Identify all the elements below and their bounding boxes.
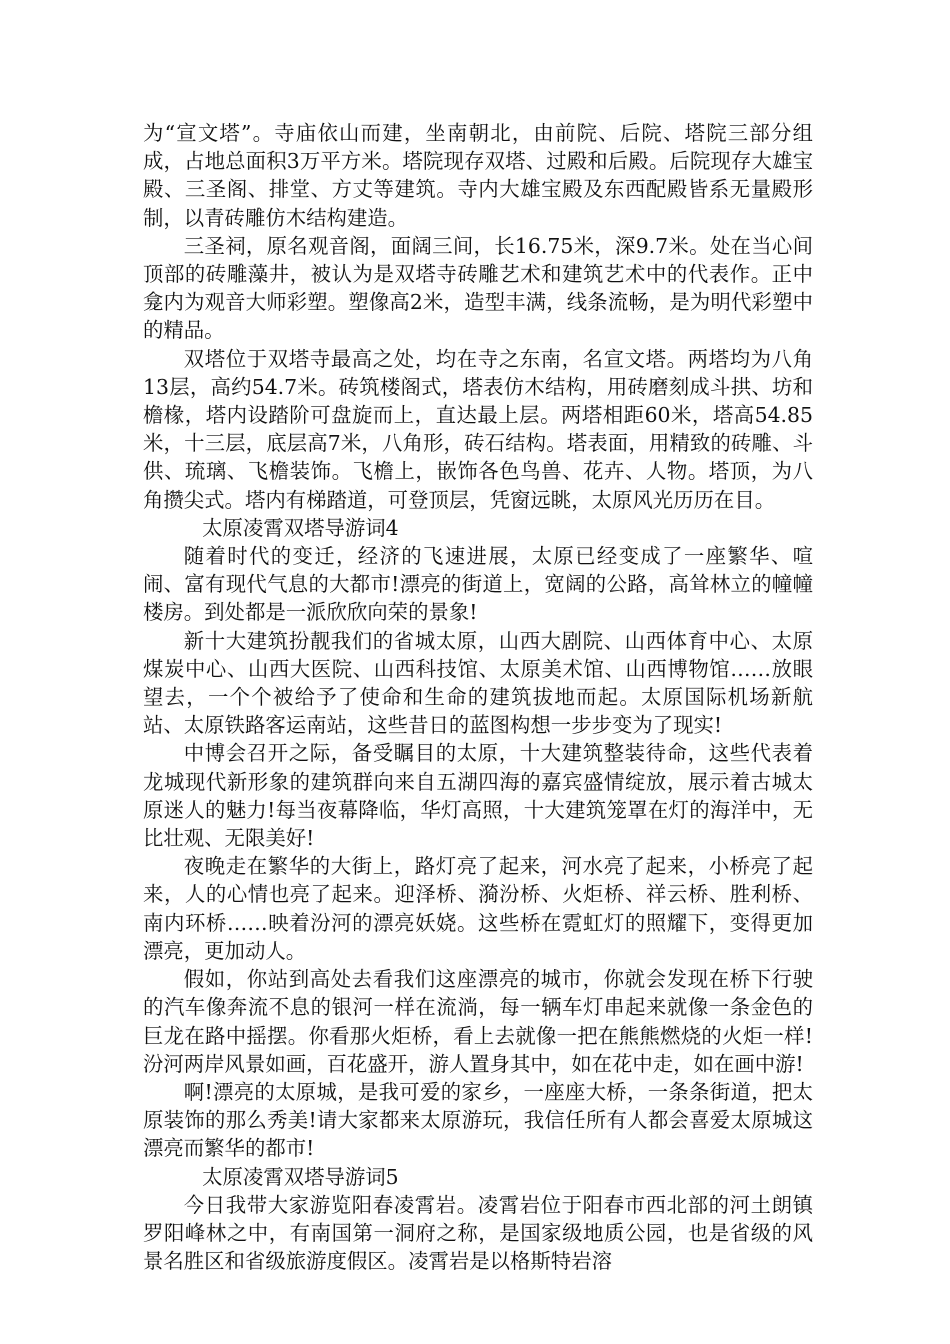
paragraph-lingxiao-cave: 今日我带大家游览阳春凌霄岩。凌霄岩位于阳春市西北部的河土朗镇罗阳峰林之中，有南国第一洞府之称，是国家级地质公园，也是省级的风景名胜区和省级旅游度假区。凌霄岩是以格斯特岩溶 xyxy=(143,1192,813,1274)
paragraph-expo: 中博会召开之际，备受瞩目的太原，十大建筑整装待命，这些代表着龙城现代新形象的建筑群向来自五湖四海的嘉宾盛情绽放，展示着古城太原迷人的魅力!每当夜幕降临，华灯高照，十大建筑笼罩在灯的海洋中，无比壮观、无限美好! xyxy=(143,741,813,851)
paragraph-continuation: 为“宣文塔”。寺庙依山而建，坐南朝北，由前院、后院、塔院三部分组成，占地总面积3万平方米。塔院现存双塔、过殿和后殿。后院现存大雄宝殿、三圣阁、排堂、方丈等建筑。寺内大雄宝殿及东西配殿皆系无量殿形制，以青砖雕仿木结构建造。 xyxy=(143,121,813,230)
paragraph-high-view: 假如，你站到高处去看我们这座漂亮的城市，你就会发现在桥下行驶的汽车像奔流不息的银河一样在流淌，每一辆车灯串起来就像一条金色的巨龙在路中摇摆。你看那火炬桥，看上去就像一把在熊熊燃烧的火炬一样!汾河两岸风景如画，百花盛开，游人置身其中，如在花中走，如在画中游! xyxy=(143,967,813,1076)
paragraph-twin-pagodas: 双塔位于双塔寺最高之处，均在寺之东南，名宣文塔。两塔均为八角13层，高约54.7米。砖筑楼阁式，塔表仿木结构，用砖磨刻成斗拱、坊和檐椽，塔内设踏阶可盘旋而上，直达最上层。两塔相距60米，塔高54.85米，十三层，底层高7米，八角形，砖石结构。塔表面，用精致的砖雕、斗供、琉璃、飞檐装饰。飞檐上，嵌饰各色鸟兽、花卉、人物。塔顶，为八角攒尖式。塔内有梯踏道，可登顶层，凭窗远眺，太原风光历历在目。 xyxy=(143,346,813,512)
paragraph-hometown: 啊!漂亮的太原城，是我可爱的家乡，一座座大桥，一条条街道，把太原装饰的那么秀美!请大家都来太原游玩，我信任所有人都会喜爱太原城这漂亮而繁华的都市! xyxy=(143,1079,813,1161)
section-heading-5: 太原凌霄双塔导游词5 xyxy=(202,1164,399,1189)
document-body xyxy=(143,119,813,1275)
section-heading-4: 太原凌霄双塔导游词4 xyxy=(202,515,399,540)
paragraph-night-bridges: 夜晚走在繁华的大街上，路灯亮了起来，河水亮了起来，小桥亮了起来，人的心情也亮了起来。迎泽桥、漪汾桥、火炬桥、祥云桥、胜利桥、南内环桥……映着汾河的漂亮妖娆。这些桥在霓虹灯的照耀下，变得更加漂亮，更加动人。 xyxy=(143,854,813,963)
paragraph-sansheng-ci: 三圣祠，原名观音阁，面阔三间，长16.75米，深9.7米。处在当心间顶部的砖雕藻井，被认为是双塔寺砖雕艺术和建筑艺术中的代表作。正中龛内为观音大师彩塑。塑像高2米，造型丰满，线条流畅，是为明代彩塑中的精品。 xyxy=(143,233,813,343)
paragraph-ten-buildings: 新十大建筑扮靓我们的省城太原，山西大剧院、山西体育中心、太原煤炭中心、山西大医院、山西科技馆、太原美术馆、山西博物馆……放眼望去，一个个被给予了使命和生命的建筑拔地而起。太原国际机场新航站、太原铁路客运南站，这些昔日的蓝图构想一步步变为了现实! xyxy=(143,628,813,738)
paragraph-city-changes: 随着时代的变迁，经济的飞速进展，太原已经变成了一座繁华、喧闹、富有现代气息的大都市!漂亮的街道上，宽阔的公路，高耸林立的幢幢楼房。到处都是一派欣欣向荣的景象! xyxy=(143,544,813,625)
